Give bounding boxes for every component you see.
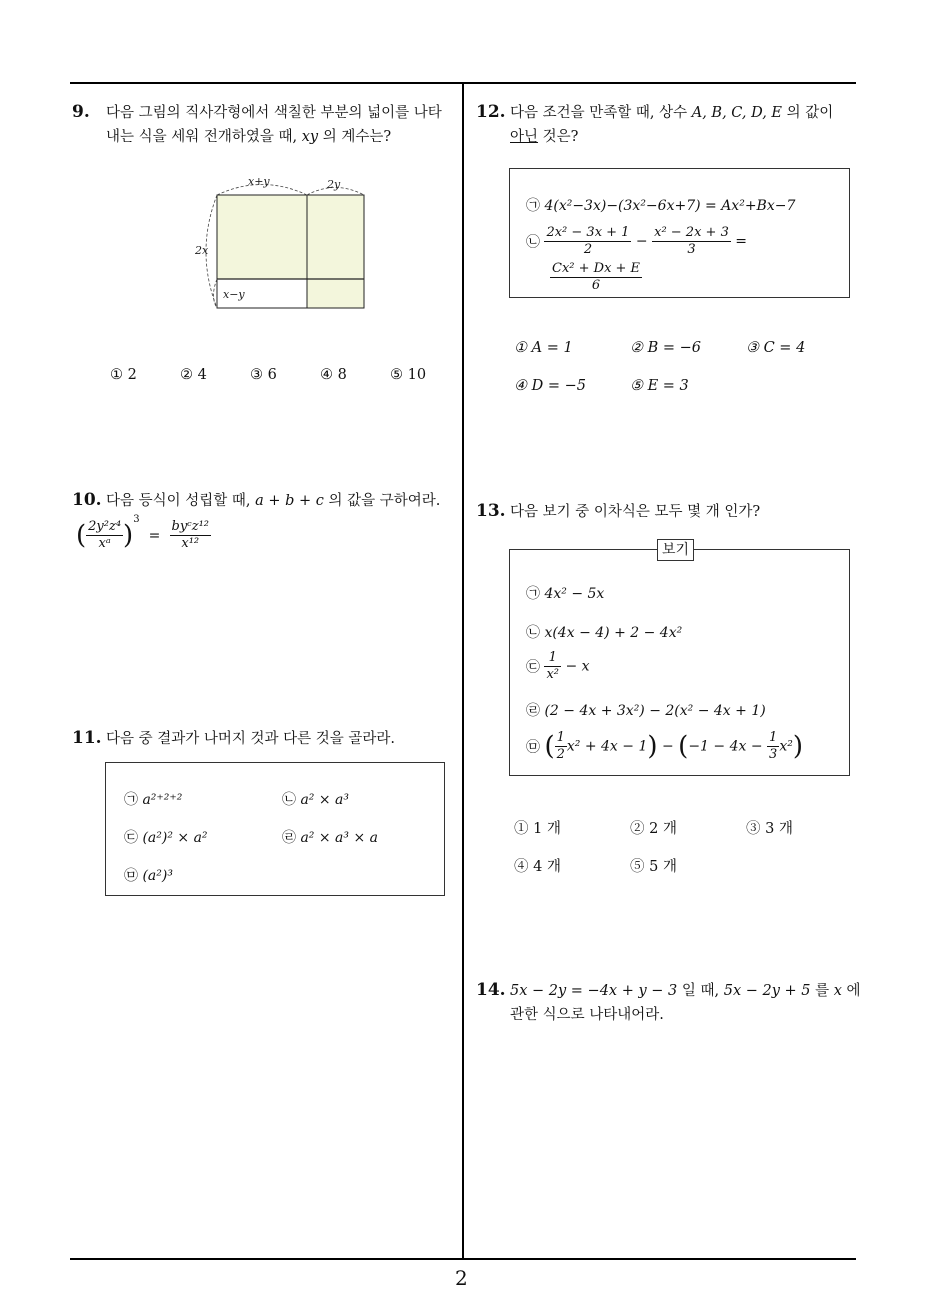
q11-number: 11. <box>72 728 102 748</box>
q9-text <box>106 101 456 149</box>
q13-option-5[interactable]: ⑤ 5 개 <box>630 859 677 875</box>
q12-option-3[interactable]: ③ C = 4 <box>746 340 806 356</box>
q13-option-4[interactable]: ④ 4 개 <box>514 859 561 875</box>
q12-condition-1: ㉠ 4(x²−3x)−(3x²−6x+7) = Ax²+Bx−7 <box>526 198 796 214</box>
q13-number: 13. <box>476 501 506 521</box>
q13-option-1[interactable]: ① 1 개 <box>514 821 561 837</box>
q13-option-3[interactable]: ③ 3 개 <box>746 821 793 837</box>
q11-choices-box <box>105 762 445 896</box>
q10-text-head: 다음 등식이 성립할 때, <box>106 493 256 509</box>
q11-item-3[interactable]: ㉢ (a²)² × a² <box>124 830 208 846</box>
q12-number: 12. <box>476 102 506 122</box>
q10-equals: = <box>148 527 161 544</box>
q13-item-3: ㉢ $\frac{1}{\text{x²}}$ − x <box>526 650 590 682</box>
q9-label-top-left: x+y <box>248 175 270 188</box>
q12-option-5[interactable]: ⑤ E = 3 <box>630 378 689 394</box>
q14-number: 14. <box>476 980 506 1000</box>
q10-number: 10. <box>72 490 102 510</box>
q10-text-tail: 의 값을 구하여라. <box>323 493 441 509</box>
q9-option-3[interactable]: ③ 6 <box>250 367 277 383</box>
q9-text-var: xy <box>301 129 319 145</box>
q13-item-5: ㉤ ( $\frac{1}{2}$ x² + 4x − 1) − (−1 − 4x − $\frac{1}{3}$ x²) <box>526 730 803 762</box>
q11-item-1[interactable]: ㉠ a²⁺²⁺² <box>124 792 183 808</box>
q9-shaded-left <box>217 195 307 279</box>
q11-item-5[interactable]: ㉤ (a²)³ <box>124 868 173 884</box>
q9-label-left: 2x <box>195 244 209 257</box>
q13-example-box <box>509 549 850 776</box>
q11-item-2[interactable]: ㉡ a² × a³ <box>282 792 350 808</box>
q12-text-line2-tail: 것은? <box>538 129 579 145</box>
column-divider <box>462 82 464 1258</box>
q9-number: 9. <box>72 102 90 122</box>
q12-consts: A, B, C, D, E <box>691 105 783 121</box>
q10-equation: ( $\frac{\text{2y²z⁴}}{\text{xᵃ}}$ )$^3$ = $\frac{\text{byᶜz¹²}}{\text{x¹²}}$ <box>76 514 210 551</box>
q9-option-4[interactable]: ④ 8 <box>320 367 347 383</box>
q9-text-tail: 의 계수는? <box>318 129 392 145</box>
q12-text-line1-tail: 의 값이 <box>782 105 834 121</box>
q12-condition-2: ㉡ $\frac{\text{2x² − 3x + 1}}{2}$ − $\frac{\text{x² − 2x + 3}}{3}$ = <box>526 225 748 257</box>
q10-text-expr: a + b + c <box>255 493 324 509</box>
q12-option-1[interactable]: ① A = 1 <box>514 340 573 356</box>
page-number: 2 <box>455 1266 468 1290</box>
q12-text-underlined: 아닌 <box>510 129 539 145</box>
q12-text <box>510 101 860 149</box>
q11-item-4[interactable]: ㉣ a² × a³ × a <box>282 830 378 846</box>
q12-option-2[interactable]: ② B = −6 <box>630 340 702 356</box>
q9-option-5[interactable]: ⑤ 10 <box>390 367 427 383</box>
q9-shaded-right <box>307 195 364 308</box>
q9-option-1[interactable]: ① 2 <box>110 367 137 383</box>
q12-text-line1: 다음 조건을 만족할 때, 상수 <box>510 105 692 121</box>
q9-option-2[interactable]: ② 4 <box>180 367 207 383</box>
q10-lhs-fraction: $\frac{\text{2y²z⁴}}{\text{xᵃ}}$ <box>88 519 122 551</box>
q12-condition-box <box>509 168 850 298</box>
q10-rhs-fraction: $\frac{\text{byᶜz¹²}}{\text{x¹²}}$ <box>171 519 210 551</box>
q9-rectangle-figure <box>190 172 380 317</box>
q13-item-4: ㉣ (2 − 4x + 3x²) − 2(x² − 4x + 1) <box>526 703 766 719</box>
q9-label-bottom: x−y <box>223 288 245 301</box>
q11-text: 다음 중 결과가 나머지 것과 다른 것을 골라라. <box>106 731 395 747</box>
q9-label-top-right: 2y <box>327 178 341 191</box>
q14-text: 5x − 2y = −4x + y − 3 일 때, 5x − 2y + 5 를 x 에 관한 식으로 나타내어라. <box>510 983 861 1023</box>
q14-equation: 5x − 2y = −4x + y − 3 <box>510 983 678 999</box>
q13-option-2[interactable]: ② 2 개 <box>630 821 677 837</box>
q14-text-line2: 관한 식으로 나타내어라. <box>510 1007 664 1023</box>
q12-condition-2-rhs: $\frac{\text{Cx² + Dx + E}}{6}$ <box>552 261 641 293</box>
q9-text-line2: 내는 식을 세워 전개하였을 때, <box>106 129 302 145</box>
q13-item-2: ㉡ x(4x − 4) + 2 − 4x² <box>526 625 683 641</box>
q9-brace-bottom <box>214 279 218 308</box>
q13-box-title: 보기 <box>657 539 694 561</box>
q10-lhs-exponent: 3 <box>133 514 140 525</box>
q12-option-4[interactable]: ④ D = −5 <box>514 378 586 394</box>
q13-item-1: ㉠ 4x² − 5x <box>526 586 605 602</box>
q10-text <box>106 489 440 513</box>
bottom-rule <box>70 1258 856 1260</box>
q14-expr: 5x − 2y + 5 <box>723 983 811 999</box>
q9-text-line1: 다음 그림의 직사각형에서 색칠한 부분의 넓이를 나타 <box>106 105 442 121</box>
q13-text: 다음 보기 중 이차식은 모두 몇 개 인가? <box>510 504 761 520</box>
